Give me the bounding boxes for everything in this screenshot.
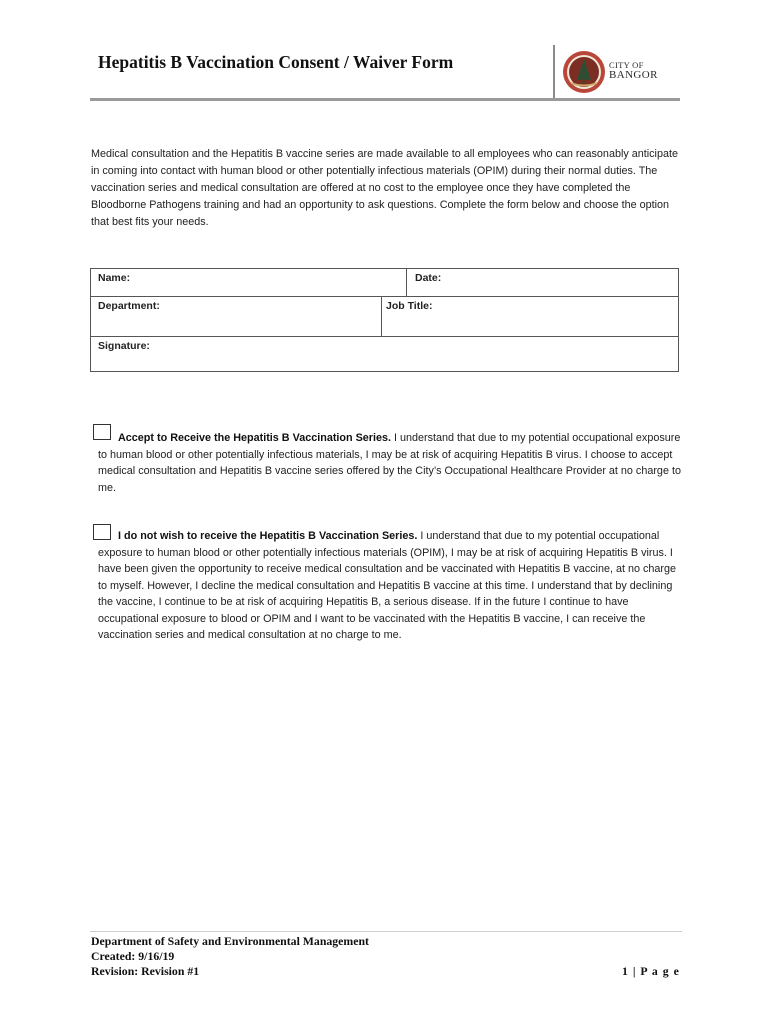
accept-option-text: I understand that due to my potential occupational exposure to human blood or other potentially infectious materials, I may be at risk of acquiring Hepatitis B virus. I choose to accept medical consultation and Hepatitis B vaccine series offered by the City’s Occupational Healthcare Provider at no charge to me. [98, 432, 681, 494]
intro-paragraph: Medical consultation and the Hepatitis B vaccine series are made available to all employees who can reasonably anticipate in coming into contact with human blood or other potentially infectious materials (OPIM) during their normal duties. The vaccination series and medical consultation are offered at no cost to the employee once they have completed the Bloodborne Pathogens training and had an opportunity to ask questions. Complete the form below and choose the option that best fits your needs. [91, 148, 678, 228]
footer [91, 934, 369, 979]
table-divider [381, 296, 382, 336]
footer-created: Created: 9/16/19 [91, 949, 175, 963]
name-field[interactable]: Name: [98, 272, 131, 284]
table-divider [91, 296, 678, 297]
job-title-field[interactable]: Job Title: [386, 300, 433, 312]
footer-department: Department of Safety and Environmental Management [91, 934, 369, 948]
table-divider [406, 269, 407, 296]
page-number: 1 | P a g e [622, 964, 680, 978]
accept-option-heading: Accept to Receive the Hepatitis B Vaccination Series. [118, 432, 392, 444]
decline-option-heading: I do not wish to receive the Hepatitis B Vaccination Series. [118, 530, 418, 542]
header-rule [90, 98, 680, 101]
department-field[interactable]: Department: [98, 300, 160, 312]
decline-option-text: I understand that due to my potential occupational exposure to human blood or other potentially infectious materials (OPIM), I may be at risk of acquiring Hepatitis B virus. I have been given the opportunity to receive medical consultation and be vaccinated with Hepatitis B vaccine, at no charge to myself. However, I decline the medical consultation and Hepatitis B vaccine at this time. I understand that by declining the vaccine, I continue to be at risk of acquiring Hepatitis B, a serious disease. If in the future I continue to have occupational exposure to blood or OPIM and I want to be vaccinated with the Hepatitis B vaccine, I can receive the vaccination series and medical consultation at no charge to me. [98, 530, 676, 641]
logo-city-label: CITY OF [609, 60, 644, 70]
accept-option [92, 430, 682, 496]
signature-field[interactable]: Signature: [98, 340, 150, 352]
city-seal-icon [562, 50, 606, 94]
footer-revision: Revision: Revision #1 [91, 964, 200, 978]
table-divider [91, 336, 678, 337]
footer-rule [90, 931, 682, 932]
page-title: Hepatitis B Vaccination Consent / Waiver Form [98, 52, 454, 72]
header-divider [553, 45, 555, 99]
logo-city-name: BANGOR [609, 69, 658, 81]
city-logo [609, 60, 658, 80]
date-field[interactable]: Date: [415, 272, 442, 284]
decline-option [92, 528, 682, 644]
employee-info-table [90, 268, 679, 372]
